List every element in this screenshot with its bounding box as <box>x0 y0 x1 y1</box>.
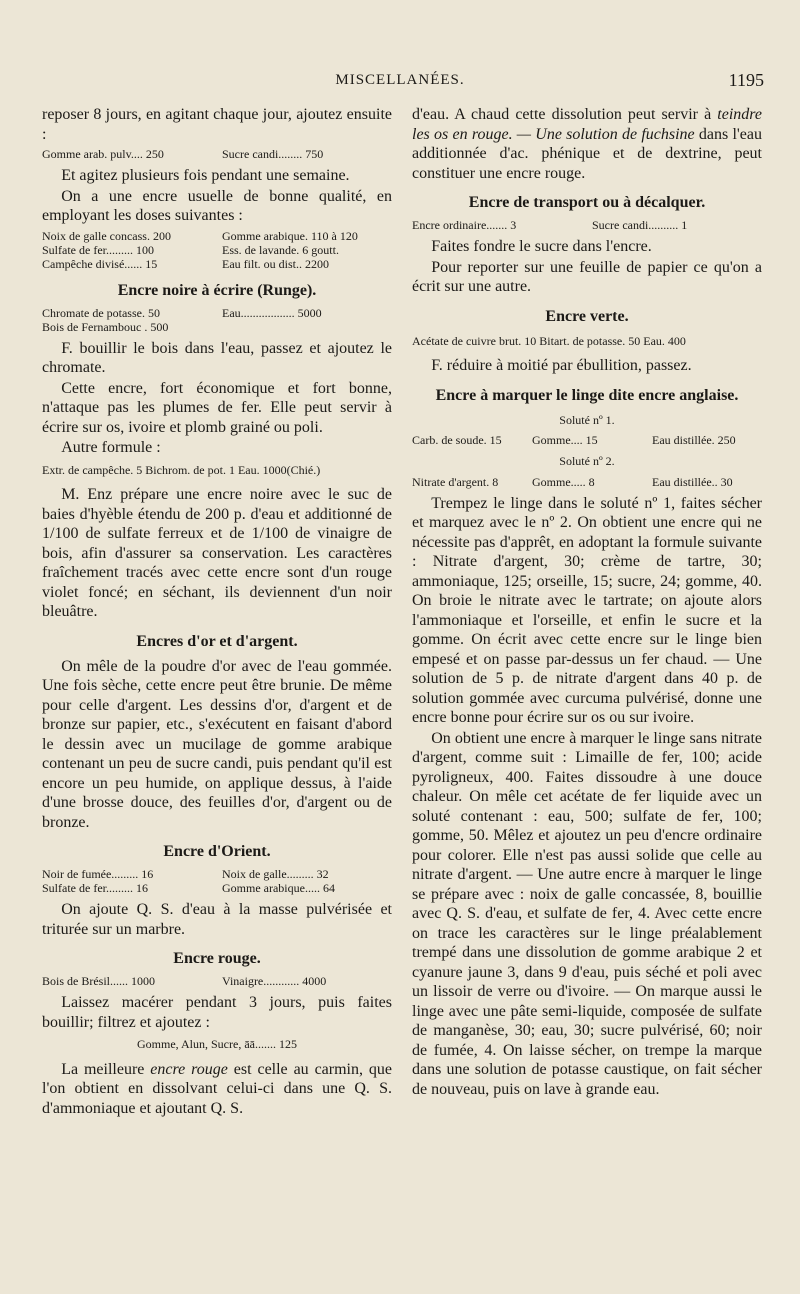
text-run: La meilleure <box>61 1060 151 1078</box>
recipe-item: Eau filt. ou dist.. 2200 <box>222 256 329 271</box>
paragraph: On mêle de la poudre d'or avec de l'eau gommée. Une fois sèche, cette encre peut être brunie. De même pour celle d'argent. Les dessins d'or, d'argent et de bronze sur papier, etc., s'exécutent en faisant d'abord le dessin avec un mucilage de gomme arabique contenant un peu de sucre candi, puis pendant qu'il est encore un peu humide, on applique dessus, à l'aide d'une brosse douce, des feuilles d'or, d'argent ou de bronze. <box>42 657 392 831</box>
paragraph <box>42 1060 392 1119</box>
recipe-item: Vinaigre............ 4000 <box>222 974 327 988</box>
recipe-list <box>42 867 392 895</box>
paragraph: reposer 8 jours, en agitant chaque jour, ajoutez ensuite : <box>42 106 392 143</box>
recipe-item: Noix de galle......... 32 <box>222 867 329 881</box>
subheading: Soluté nº 1. <box>559 412 615 427</box>
paragraph: M. Enz prépare une encre noire avec le suc de baies d'hyèble étendu de 200 p. d'eau et additionné de 1/100 de sulfate ferreux et de 1/100 de vinaigre de bois, afin d'assurer sa conservation. Les caractères fraîchement tracés avec cette encre sont d'un rouge violet foncé; en séchant, ils deviennent d'un noir bleuâtre. <box>42 486 392 620</box>
text-run: est celle au carmin, que l'on obtient en dissolvant celui-ci dans une Q. S. d'ammoniaque et ajoutant Q. S. <box>42 1060 392 1117</box>
recipe-row <box>412 433 762 447</box>
recipe-item: Gomme arabique..... 64 <box>222 881 335 895</box>
recipe-list <box>42 306 392 334</box>
paragraph: F. réduire à moitié par ébullition, passez. <box>431 357 692 374</box>
recipe-item: Sucre candi.......... 1 <box>592 218 688 232</box>
recipe-row <box>42 320 392 334</box>
recipe-item: Gomme..... 8 <box>532 474 595 489</box>
recipe-row <box>42 867 392 881</box>
paragraph: F. bouillir le bois dans l'eau, passez et ajoutez le chromate. <box>42 339 392 376</box>
subheading: Soluté nº 2. <box>559 454 615 468</box>
paragraph: On obtient une encre à marquer le linge sans nitrate d'argent, comme suit : Limaille de fer, 100; acide pyroligneux, 400. Faites dissoudre à une douce chaleur. On mêle cet acétate de fer liquide avec un soluté contenant : eau, 500; sulfate de fer, 100; gomme, 50. Mêlez et ajoutez un peu d'encre ordinaire pour colorer. Elle n'est pas aussi solide que celle au nitrate d'argent. — Une autre encre à marquer le linge se prépare avec : noix de galle concassée, 8, bouillie avec Q. S. d'eau, et sulfate de fer, 4. Avec cette encre on trace les caractères sur le linge préalablement trempé dans une dissolution de gomme arabique 2 et cyanure jaune 3, dans 9 d'eau, puis séché et poli avec un lissoir de verre ou d'ivoire. — On marque aussi le linge avec une pâte semi-liquide, composée de sulfate de manganèse, 30; eau, 30; sucre pulvérisé, 60; noir de fumée, 4. On laisse sécher, on trempe la marque dans une solution de potasse caustique, on fait sécher de nouveau, puis on lave à grande eau. <box>412 729 762 1098</box>
recipe-item: Nitrate d'argent. 8 <box>412 474 499 489</box>
section-heading: Encre noire à écrire (Runge). <box>117 281 317 299</box>
recipe-item: Gomme arabique. 110 à 120 <box>222 228 358 243</box>
running-head: MISCELLANÉES. <box>335 72 465 88</box>
recipe-item: Chromate de potasse. 50 <box>42 305 160 320</box>
recipe-item: Eau distillée.. 30 <box>652 474 733 489</box>
italic-term: teindre les os en rouge. — Une solution de fuchsine <box>412 106 762 143</box>
recipe-row <box>42 229 392 243</box>
recipe-list <box>42 229 392 271</box>
paragraph: Autre formule : <box>61 439 161 456</box>
recipe-item: Gomme arab. pulv.... 250 <box>42 147 164 161</box>
recipe-item: Noir de fumée......... 16 <box>42 867 154 881</box>
recipe-item: Noix de galle concass. 200 <box>42 228 171 243</box>
recipe-item: Sulfate de fer......... 100 <box>42 242 154 257</box>
recipe-list <box>412 433 762 447</box>
recipe-item: Sucre candi........ 750 <box>222 147 324 161</box>
recipe-item: Gomme.... 15 <box>532 433 598 447</box>
paragraph <box>412 105 762 183</box>
recipe-row <box>42 243 392 257</box>
right-column <box>412 105 762 1100</box>
recipe-item: Eau.................. 5000 <box>222 305 322 320</box>
recipe-item: Eau distillée. 250 <box>652 433 736 447</box>
recipe-item: Ess. de lavande. 6 goutt. <box>222 242 339 257</box>
paragraph: Trempez le linge dans le soluté nº 1, faites sécher et marquez avec le nº 2. On obtient une encre qui ne nécessite pas d'apprêt, en adoptant la formule suivante : Nitrate d'argent, 30; crème de tartre, 30; ammoniaque, 125; orseille, 15; sucre, 24; gomme, 40. On broie le nitrate avec le tartrate; on ajoute alors l'ammoniaque et l'orseille, et enfin le sucre et la gomme. On écrit avec cette encre sur le linge bien empesé et on passe par-dessus un fer chaud. — Une solution de 5 p. de nitrate d'argent dans 40 p. de solution gommée avec curcuma pulvérisé, donne une encre bonne pour écrire sur os ou sur ivoire. <box>412 494 762 726</box>
section-heading: Encre de transport ou à décalquer. <box>468 194 706 211</box>
recipe-list <box>42 974 392 988</box>
recipe-line: Acétate de cuivre brut. 10 Bitart. de potasse. 50 Eau. 400 <box>412 333 686 348</box>
section-heading: Encre verte. <box>545 307 629 325</box>
paragraph: On a une encre usuelle de bonne qualité, en employant les doses suivantes : <box>42 187 392 224</box>
paragraph: Faites fondre le sucre dans l'encre. <box>431 238 652 255</box>
recipe-line: Extr. de campêche. 5 Bichrom. de pot. 1 Eau. 1000(Chié.) <box>42 462 321 477</box>
recipe-list <box>412 218 762 232</box>
section-heading: Encre rouge. <box>173 950 261 967</box>
recipe-item: Campêche divisé...... 15 <box>42 256 158 271</box>
recipe-list <box>42 147 392 161</box>
paragraph: On ajoute Q. S. d'eau à la masse pulvérisée et triturée sur un marbre. <box>42 901 392 938</box>
italic-term: encre rouge <box>150 1060 228 1078</box>
recipe-row <box>42 974 392 988</box>
page-number: 1195 <box>728 70 764 90</box>
recipe-row <box>412 475 762 489</box>
paragraph: Et agitez plusieurs fois pendant une semaine. <box>61 167 350 184</box>
paragraph: Pour reporter sur une feuille de papier ce qu'on a écrit sur une autre. <box>412 258 762 295</box>
recipe-row <box>42 306 392 320</box>
recipe-item <box>212 320 392 334</box>
text-run: d'eau. A chaud cette dissolution peut servir à <box>412 106 718 123</box>
section-heading: Encre d'Orient. <box>163 843 271 860</box>
recipe-row <box>412 218 762 232</box>
left-column <box>42 105 392 1119</box>
recipe-row <box>42 881 392 895</box>
recipe-item: Bois de Fernambouc . 500 <box>42 319 169 334</box>
recipe-row <box>42 147 392 161</box>
section-heading: Encres d'or et d'argent. <box>136 632 298 650</box>
recipe-item: Sulfate de fer......... 16 <box>42 881 148 895</box>
paragraph: Laissez macérer pendant 3 jours, puis faites bouillir; filtrez et ajoutez : <box>42 994 392 1031</box>
paragraph: Cette encre, fort économique et fort bonne, n'attaque pas les plumes de fer. Elle peut servir à écrire sur os, ivoire et plomb grainé ou poli. <box>42 379 392 436</box>
recipe-line: Gomme, Alun, Sucre, āā....... 125 <box>137 1037 297 1051</box>
recipe-item: Encre ordinaire....... 3 <box>412 218 517 232</box>
recipe-row <box>42 257 392 271</box>
section-heading: Encre à marquer le linge dite encre anglaise. <box>435 386 739 404</box>
recipe-item: Carb. de soude. 15 <box>412 433 502 447</box>
recipe-item: Bois de Brésil...... 1000 <box>42 974 155 988</box>
recipe-list <box>412 475 762 489</box>
text-run: dans l'eau additionnée d'ac. phénique et de dextrine, peut constituer une encre rouge. <box>412 125 763 182</box>
